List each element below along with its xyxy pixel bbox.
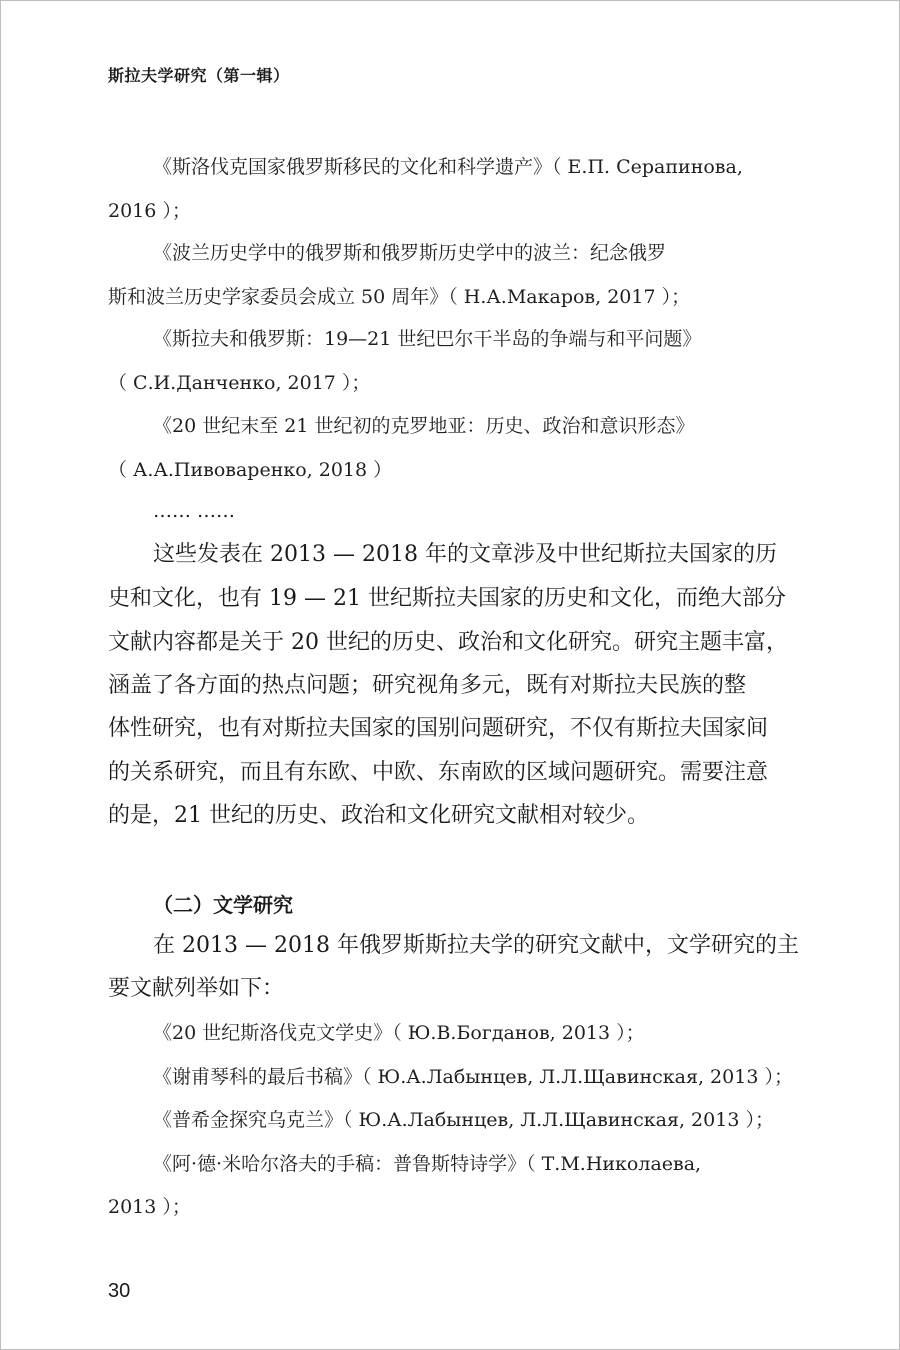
paragraph-line: 史和文化，也有 19 — 21 世纪斯拉夫国家的历史和文化，而绝大部分 [108, 586, 786, 611]
paragraph-line: 的关系研究，而且有东欧、中欧、东南欧的区域问题研究。需要注意 [108, 760, 769, 785]
reference-entry-continuation: 2016 ）； [108, 200, 191, 222]
paragraph-line: 涵盖了各方面的热点问题；研究视角多元，既有对斯拉夫民族的整 [108, 673, 747, 698]
reference-entry-continuation: 2013 ）； [108, 1196, 191, 1218]
paragraph-line: 要文献列举如下： [108, 976, 285, 1001]
page-number: 30 [108, 1280, 131, 1302]
reference-entry: 《斯拉夫和俄罗斯：19—21 世纪巴尔干半岛的争端与和平问题》 [153, 328, 702, 350]
reference-entry-continuation: 斯和波兰历史学家委员会成立 50 周年》（ Н.А.Макаров, 2017 ）； [108, 286, 691, 308]
reference-entry: 《20 世纪斯洛伐克文学史》（ Ю.В.Богданов, 2013 ）； [153, 1022, 645, 1044]
paragraph-line: 体性研究，也有对斯拉夫国家的国别问题研究，不仅有斯拉夫国家间 [108, 716, 769, 741]
running-header: 斯拉夫学研究（第一辑） [108, 66, 290, 85]
ellipsis: …… …… [153, 500, 236, 522]
reference-entry: 《阿·德·米哈尔洛夫的手稿：普鲁斯特诗学》（ Т.М.Николаева, [153, 1153, 702, 1175]
paragraph-line: 在 2013 — 2018 年俄罗斯斯拉夫学的研究文献中，文学研究的主 [153, 933, 799, 958]
reference-entry-continuation: （ А.А.Пивоваренко, 2018 ） [108, 459, 393, 481]
reference-entry: 《普希金探究乌克兰》（ Ю.А.Лабынцев, Л.Л.Щавинская, 2013 ）； [153, 1109, 774, 1131]
reference-entry: 《20 世纪末至 21 世纪初的克罗地亚：历史、政治和意识形态》 [153, 415, 695, 437]
section-heading: （二）文学研究 [153, 893, 293, 917]
reference-entry-continuation: （ С.И.Данченко, 2017 ）； [108, 372, 371, 394]
paragraph-line: 文献内容都是关于 20 世纪的历史、政治和文化研究。研究主题丰富， [108, 630, 788, 655]
reference-entry: 《波兰历史学中的俄罗斯和俄罗斯历史学中的波兰：纪念俄罗 [153, 242, 667, 264]
reference-entry: 《谢甫琴科的最后书稿》（ Ю.А.Лабынцев, Л.Л.Щавинская, 2013 ）； [153, 1066, 793, 1088]
reference-entry: 《斯洛伐克国家俄罗斯移民的文化和科学遗产》（ Е.П. Серапинова, [153, 156, 743, 178]
paragraph-line: 这些发表在 2013 — 2018 年的文章涉及中世纪斯拉夫国家的历 [153, 542, 777, 567]
paragraph-line: 的是，21 世纪的历史、政治和文化研究文献相对较少。 [108, 803, 649, 828]
